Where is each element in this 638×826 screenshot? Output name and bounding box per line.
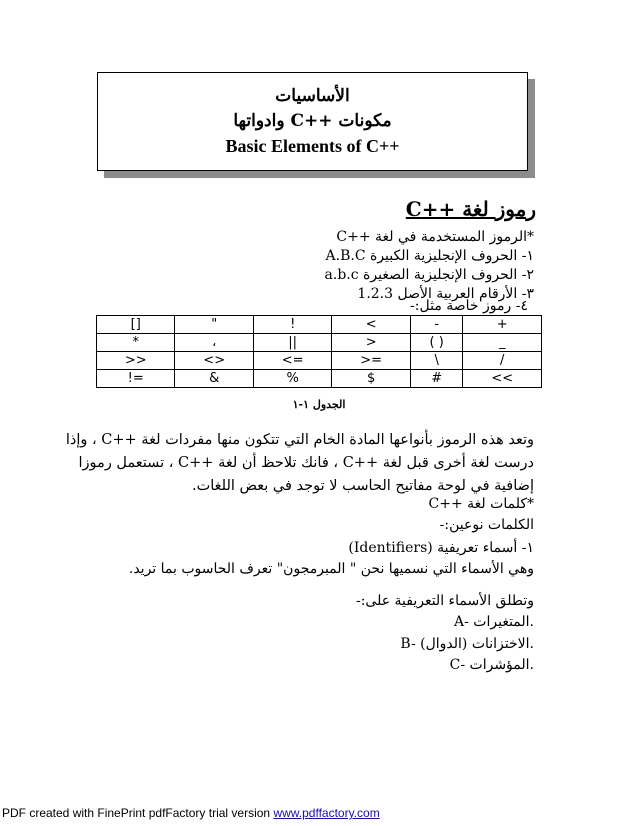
table-cell: != — [97, 370, 175, 388]
section-heading-symbols: رموز لغة ++C — [405, 197, 536, 221]
identifiers-usage-intro: وتطلق الأسماء التعريفية على:- — [355, 593, 534, 609]
identifiers-definition: وهي الأسماء التي نسميها نحن " المبرمجون" تعرف الحاسوب بما تريد. — [128, 561, 534, 577]
symbols-item-1: ١- الحروف الإنجليزية الكبيرة A.B.C — [325, 248, 534, 264]
table-cell: >= — [332, 352, 410, 370]
table-cell: << — [463, 370, 542, 388]
section-heading-words: *كلمات لغة ++C — [428, 496, 534, 512]
identifiers-item-a: A- المتغيرات. — [454, 614, 534, 630]
paragraph-line-3: إضافية في لوحة مفاتيح الحاسب لا توجد في بعض اللغات. — [192, 478, 534, 494]
footer-link[interactable]: www.pdffactory.com — [273, 806, 380, 820]
table-row — [97, 370, 542, 388]
table-cell: & — [175, 370, 253, 388]
table-cell: / — [463, 352, 542, 370]
pdf-footer — [2, 806, 380, 820]
table-row — [97, 334, 542, 352]
table-cell: <= — [253, 352, 331, 370]
table-row — [97, 352, 542, 370]
title-box — [97, 72, 528, 171]
footer-text: PDF created with FinePrint pdfFactory trial version — [2, 806, 274, 820]
table-cell: ! — [253, 316, 331, 334]
table-cell: - — [410, 316, 463, 334]
identifiers-item-b: B- الاختزانات (الدوال). — [400, 636, 534, 652]
table-cell: > — [332, 334, 410, 352]
symbols-item-3: ٣- الأرقام العربية الأصل 1.2.3 — [357, 286, 534, 302]
table-cell: \ — [410, 352, 463, 370]
table-cell: ، — [175, 334, 253, 352]
table-cell: [] — [97, 316, 175, 334]
identifiers-heading: ١- أسماء تعريفية (Identifiers) — [348, 540, 534, 556]
table-cell: _ — [463, 334, 542, 352]
table-cell: < — [332, 316, 410, 334]
table-cell: $ — [332, 370, 410, 388]
table-cell: ( ) — [410, 334, 463, 352]
table-cell: # — [410, 370, 463, 388]
symbols-intro: *الرموز المستخدمة في لغة ++C — [336, 229, 534, 245]
words-types: الكلمات نوعين:- — [439, 517, 534, 533]
table-cell: " — [175, 316, 253, 334]
paragraph-line-2: درست لغة أخرى قبل لغة ++C ، فانك تلاحظ أن لغة ++C ، تستعمل رموزا — [78, 455, 534, 471]
title-arabic-sub: مكونات ++C وادواتها — [233, 111, 392, 131]
table-row — [97, 316, 542, 334]
symbols-item-4: ٤- رموز خاصة مثل:- — [410, 298, 528, 314]
paragraph-line-1: وتعد هذه الرموز بأنواعها المادة الخام التي تتكون منها مفردات لغة ++C ، وإذا — [65, 432, 534, 448]
table-cell: * — [97, 334, 175, 352]
table-cell: >> — [97, 352, 175, 370]
table-caption: الجدول ١-١ — [292, 398, 346, 411]
title-english: Basic Elements of C++ — [225, 136, 400, 156]
table-cell: + — [463, 316, 542, 334]
table-cell: <> — [175, 352, 253, 370]
identifiers-item-c: C- المؤشرات. — [449, 657, 534, 673]
table-cell: % — [253, 370, 331, 388]
symbols-item-2: ٢- الحروف الإنجليزية الصغيرة a.b.c — [324, 267, 534, 283]
table-cell: || — [253, 334, 331, 352]
symbols-table — [96, 315, 542, 388]
title-arabic-main: الأساسيات — [275, 86, 350, 106]
